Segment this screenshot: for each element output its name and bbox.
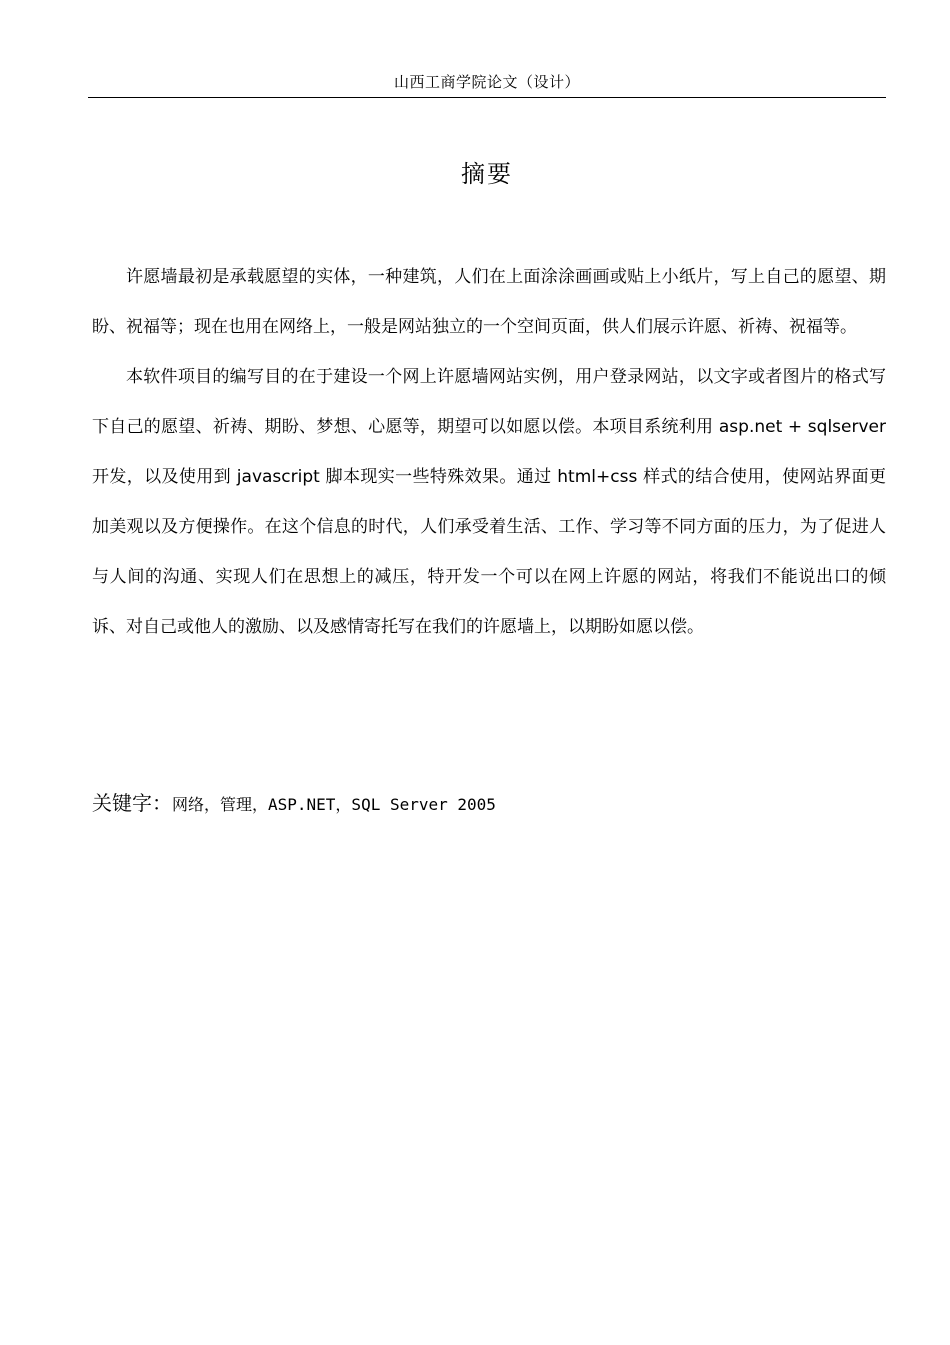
abstract-paragraph-2: 本软件项目的编写目的在于建设一个网上许愿墙网站实例，用户登录网站，以文字或者图片的格式写下自己的愿望、祈祷、期盼、梦想、心愿等，期望可以如愿以偿。本项目系统利用 asp.net + sqlserver 开发，以及使用到 javascript 脚本现实一些特殊效果。通过 html+css 样式的结合使用，使网站界面更加美观以及方便操作。在这个信息的时代，人们承受着生活、工作、学习等不同方面的压力，为了促进人与人间的沟通、实现人们在思想上的减压，特开发一个可以在网上许愿的网站，将我们不能说出口的倾诉、对自己或他人的激励、以及感情寄托写在我们的许愿墙上，以期盼如愿以偿。 xyxy=(92,367,886,637)
abstract-paragraph-1: 许愿墙最初是承载愿望的实体，一种建筑，人们在上面涂涂画画或贴上小纸片，写上自己的愿望、期盼、祝福等；现在也用在网络上，一般是网站独立的一个空间页面，供人们展示许愿、祈祷、祝福等。 xyxy=(92,267,886,337)
keywords-list: 网络，管理，ASP.NET，SQL Server 2005 xyxy=(172,795,496,814)
abstract-body xyxy=(92,252,886,652)
keywords-line xyxy=(92,789,886,819)
abstract-title: 摘要 xyxy=(461,160,513,188)
header-rule xyxy=(88,97,886,98)
running-header: 山西工商学院论文（设计） xyxy=(393,73,580,91)
keywords-label: 关键字： xyxy=(92,791,172,815)
